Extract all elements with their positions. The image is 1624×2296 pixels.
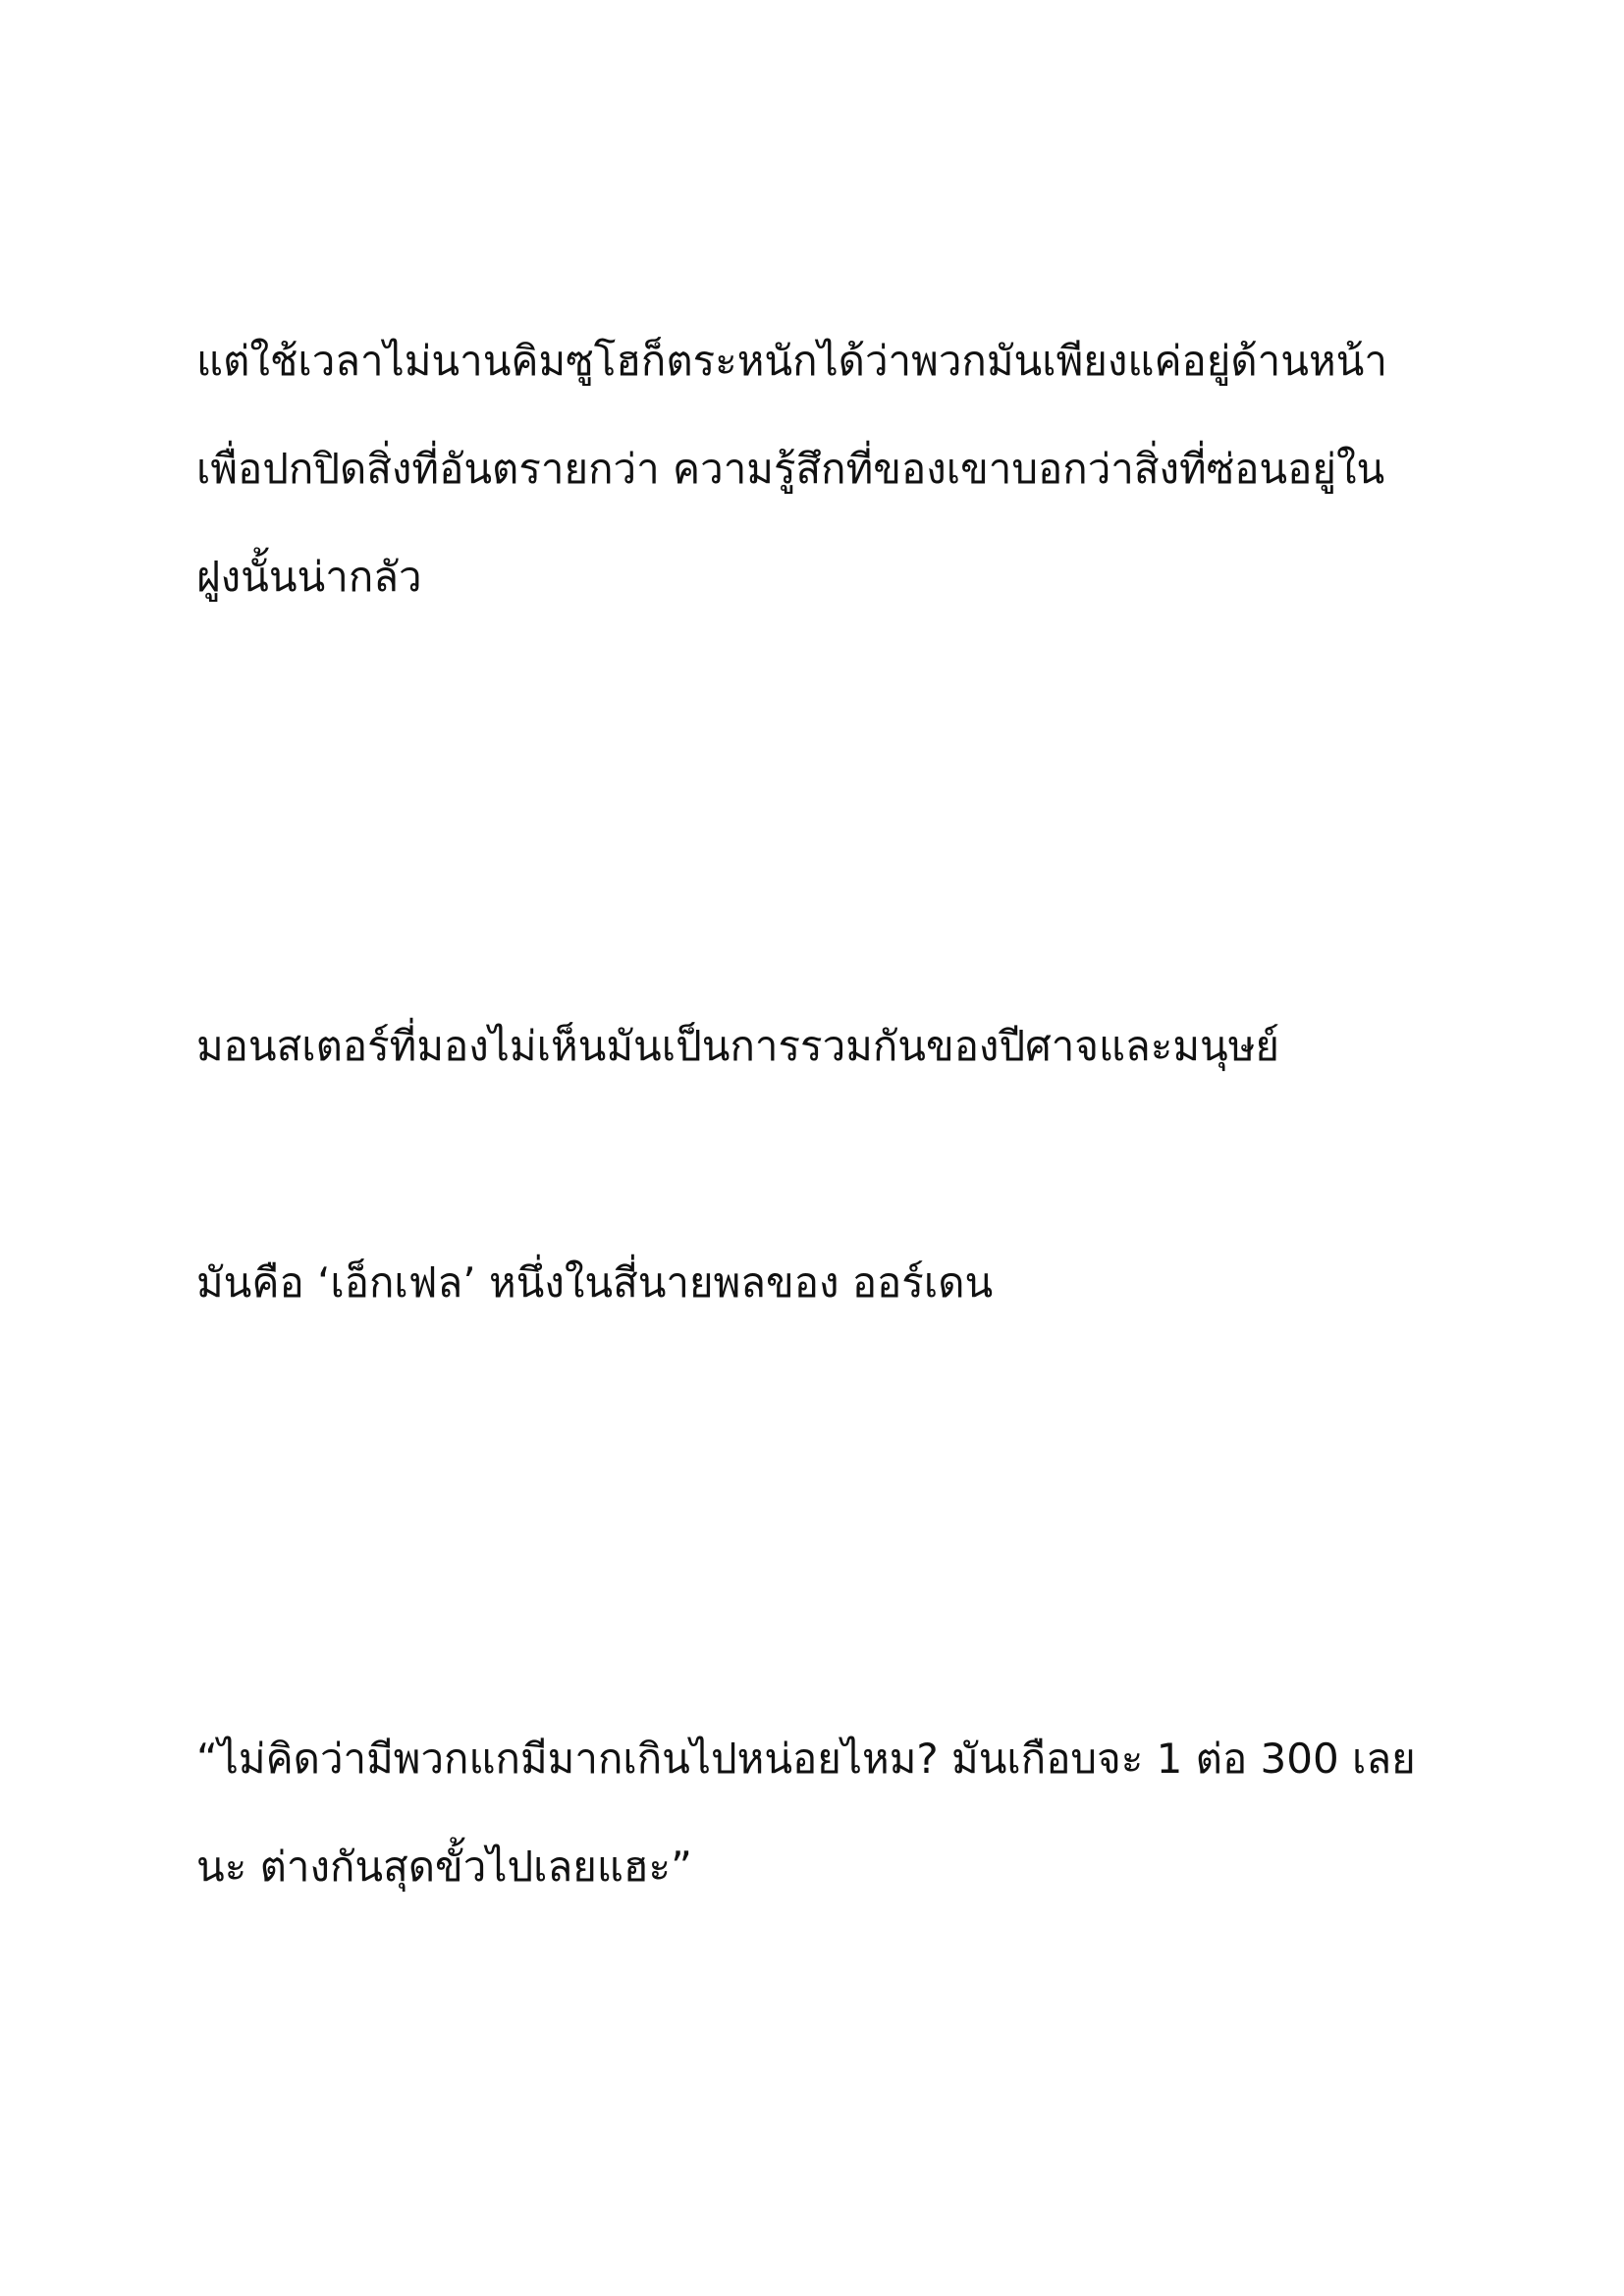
paragraph-1-line-2: เพื่อปกปิดสิ่งที่อันตรายกว่า ความรู้สึกที่ของเขาบอกว่าสิ่งที่ซ่อนอยู่ใน	[196, 445, 1385, 493]
paragraph-3-line-1: มันคือ ‘เอ็กเฟล’ หนึ่งในสี่นายพลของ ออร์เดน	[196, 1258, 994, 1307]
paragraph-2	[196, 992, 1473, 1100]
paragraph-1-line-1: แต่ใช้เวลาไม่นานคิมซูโฮก็ตระหนักได้ว่าพวกมันเพียงแค่อยู่ด้านหน้า	[196, 337, 1387, 385]
paragraph-1	[196, 307, 1473, 631]
paragraph-4-line-1: “ไม่คิดว่ามีพวกแกมีมากเกินไปหน่อยไหม? มันเกือบจะ 1 ต่อ 300 เลย	[196, 1735, 1416, 1783]
paragraph-2-line-1: มอนสเตอร์ที่มองไม่เห็นมันเป็นการรวมกันของปีศาจและมนุษย์	[196, 1022, 1280, 1070]
paragraph-1-line-3: ฝูงนั้นน่ากลัว	[196, 553, 422, 601]
paragraph-3	[196, 1229, 1473, 1337]
paragraph-4	[196, 1705, 1473, 1921]
paragraph-4-line-2: นะ ต่างกันสุดขั้วไปเลยแฮะ”	[196, 1842, 692, 1891]
